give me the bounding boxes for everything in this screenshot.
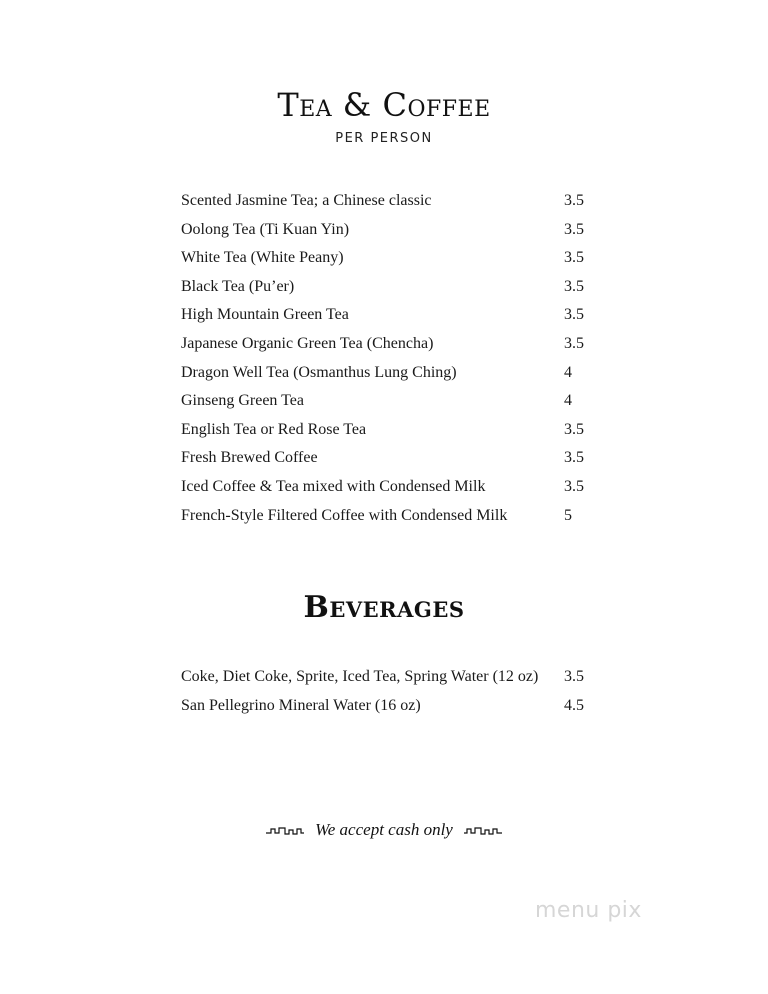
menu-item [181,692,591,721]
tea-coffee-title: Tea & Coffee [277,86,491,124]
menu-item [181,359,591,388]
item-name: English Tea or Red Rose Tea [181,420,367,438]
menu-item [181,330,591,359]
item-name: Coke, Diet Coke, Sprite, Iced Tea, Spring Water (12 oz) [181,668,539,685]
item-price: 4 [564,363,572,381]
item-name: Black Tea (Pu’er) [181,277,295,295]
item-price: 3.5 [564,277,584,295]
item-price: 3.5 [564,334,584,352]
item-name: High Mountain Green Tea [181,306,349,324]
menupix-watermark: menu pix [535,898,642,923]
menu-item [181,663,591,692]
cash-only-note [0,820,768,840]
menu-item [181,444,591,473]
menu-item [181,187,591,216]
item-price: 3.5 [564,220,584,238]
per-person-subtitle: PER PERSON [335,131,433,146]
menu-item [181,244,591,273]
item-price: 3.5 [564,668,584,685]
item-name: Dragon Well Tea (Osmanthus Lung Ching) [181,363,457,381]
item-price: 3.5 [564,420,584,438]
menu-item [181,273,591,302]
item-price: 3.5 [564,192,584,209]
menu-item [181,502,591,531]
item-price: 3.5 [564,306,584,324]
item-name: Ginseng Green Tea [181,392,304,410]
item-name: Japanese Organic Green Tea (Chencha) [181,334,434,352]
menu-item [181,216,591,245]
menu-item [181,473,591,502]
item-name: San Pellegrino Mineral Water (16 oz) [181,696,421,714]
item-price: 3.5 [564,449,584,467]
item-name: Iced Coffee & Tea mixed with Condensed Milk [181,477,486,495]
beverages-list [181,663,591,720]
menu-item [181,301,591,330]
chinese-key-ornament-icon [463,825,503,837]
item-name: Oolong Tea (Ti Kuan Yin) [181,220,350,238]
item-price: 3.5 [564,249,584,267]
tea-coffee-list [181,187,591,530]
menu-item [181,416,591,445]
chinese-key-ornament-icon [265,825,305,837]
item-price: 5 [564,506,572,524]
item-price: 3.5 [564,477,584,495]
menu-item [181,387,591,416]
item-name: French-Style Filtered Coffee with Condensed Milk [181,506,508,524]
item-price: 4.5 [564,696,584,714]
item-price: 4 [564,392,572,410]
beverages-title: Beverages [303,590,465,625]
cash-only-text: We accept cash only [315,820,453,839]
item-name: Scented Jasmine Tea; a Chinese classic [181,192,432,209]
item-name: Fresh Brewed Coffee [181,449,318,467]
item-name: White Tea (White Peany) [181,249,344,267]
